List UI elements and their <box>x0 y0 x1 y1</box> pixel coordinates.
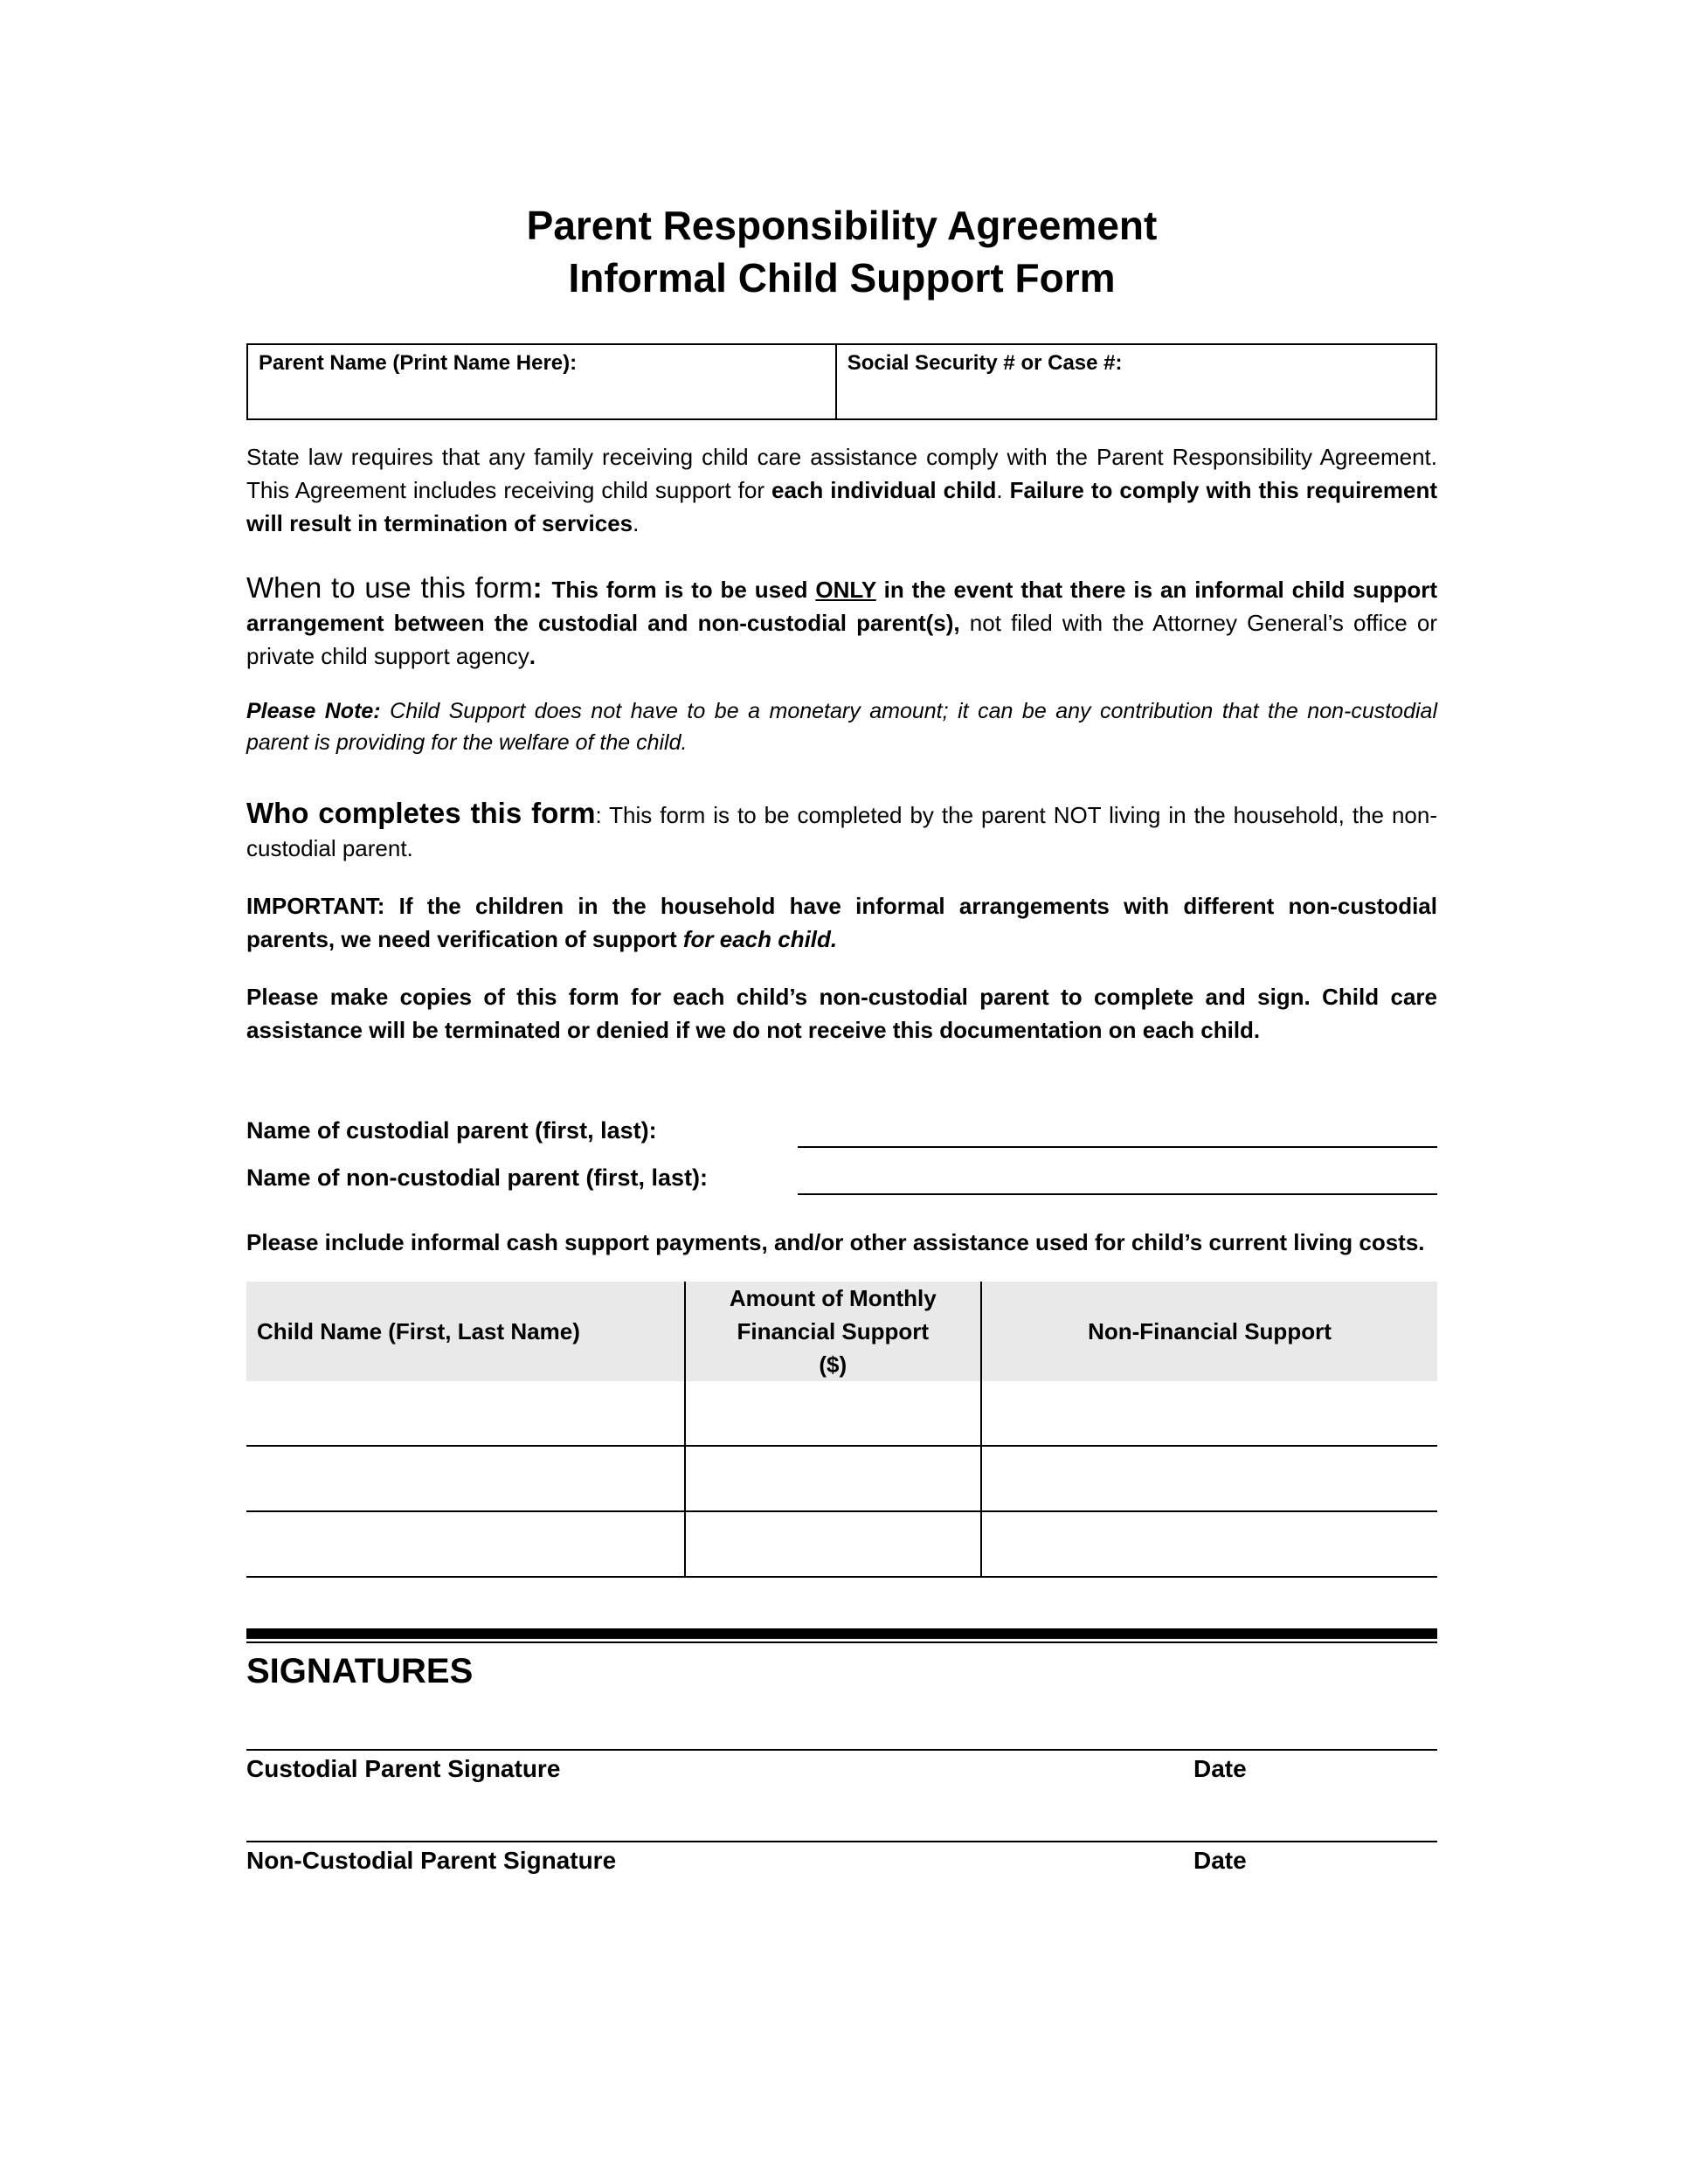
custodial-name-row <box>246 1113 1437 1148</box>
when-to-use-heading: When to use this form <box>246 571 533 604</box>
child-name-cell[interactable] <box>246 1381 685 1446</box>
custodial-signature-area[interactable] <box>246 1692 1437 1749</box>
intro-run-0: State law requires that any family receiving child care assistance comply with the Parent Responsibility Agreement. This Agreement includes receiving child support for <box>246 444 1437 503</box>
copies-paragraph: Please make copies of this form for each child’s non-custodial parent to complete and sign. Child care assistance will be terminated or denied if we do not receive this documentation on each child. <box>246 984 1437 1043</box>
document-title-line2: Informal Child Support Form <box>568 255 1116 301</box>
case-number-cell <box>836 344 1436 419</box>
important-run-1: for each child. <box>682 926 838 952</box>
parent-name-field[interactable] <box>259 377 825 411</box>
child-name-header: Child Name (First, Last Name) <box>246 1282 685 1381</box>
non-financial-header: Non-Financial Support <box>981 1282 1437 1381</box>
monthly-support-header-line2: Financial Support <box>737 1318 930 1344</box>
who-completes-paragraph <box>246 797 1437 865</box>
monthly-support-header-line3: ($) <box>819 1351 847 1378</box>
parent-info-row <box>247 344 1436 419</box>
intro-run-1: each individual child <box>771 477 997 503</box>
document-title-line1: Parent Responsibility Agreement <box>526 203 1158 248</box>
when-to-use-colon: : <box>532 571 552 604</box>
noncustodial-signature-label: Non-Custodial Parent Signature <box>246 1847 617 1874</box>
case-number-field[interactable] <box>847 377 1425 411</box>
custodial-name-field[interactable] <box>798 1116 1437 1148</box>
noncustodial-date-label: Date <box>1193 1847 1247 1874</box>
monthly-support-cell[interactable] <box>685 1511 981 1577</box>
intro-paragraph <box>246 440 1437 540</box>
child-name-cell[interactable] <box>246 1511 685 1577</box>
monthly-support-header-line1: Amount of Monthly <box>729 1285 937 1311</box>
when-to-use-run-6: . <box>529 643 536 669</box>
non-financial-cell[interactable] <box>981 1511 1437 1577</box>
signatures-heading: SIGNATURES <box>246 1652 474 1690</box>
when-to-use-run-2: This form is to be used <box>551 577 816 603</box>
include-note-paragraph: Please include informal cash support payments, and/or other assistance used for child’s current living costs. <box>246 1229 1425 1255</box>
monthly-support-cell[interactable] <box>685 1446 981 1511</box>
noncustodial-name-label: Name of non-custodial parent (first, last): <box>246 1165 709 1191</box>
parent-name-label: Parent Name (Print Name Here): <box>259 351 578 375</box>
who-completes-text: : This form is to be completed by the parent NOT living in the household, the non-custodial parent. <box>246 802 1437 861</box>
table-row <box>246 1381 1437 1446</box>
document-content <box>246 0 1437 1884</box>
table-row <box>246 1446 1437 1511</box>
parent-name-cell <box>247 344 836 419</box>
non-financial-cell[interactable] <box>981 1446 1437 1511</box>
please-note-text: Child Support does not have to be a monetary amount; it can be any contribution that the non-custodial parent is providing for the welfare of the child. <box>246 699 1438 755</box>
when-to-use-run-5: not filed with the Attorney General’s office or private child support agency <box>246 610 1437 669</box>
child-support-table <box>246 1282 1437 1578</box>
custodial-date-label: Date <box>1193 1755 1247 1782</box>
monthly-support-header <box>685 1282 981 1381</box>
child-name-cell[interactable] <box>246 1446 685 1511</box>
support-table-header-row <box>246 1282 1437 1381</box>
custodial-signature-row <box>246 1749 1437 1793</box>
parent-names-section <box>246 1113 1437 1195</box>
custodial-signature-label: Custodial Parent Signature <box>246 1755 561 1782</box>
noncustodial-signature-area[interactable] <box>246 1793 1437 1841</box>
who-completes-heading: Who completes this form <box>246 797 596 829</box>
signatures-divider-thick <box>246 1628 1437 1639</box>
when-to-use-paragraph <box>246 571 1437 673</box>
non-financial-cell[interactable] <box>981 1381 1437 1446</box>
parent-info-table <box>246 343 1437 420</box>
monthly-support-cell[interactable] <box>685 1381 981 1446</box>
signatures-divider-thin <box>246 1641 1437 1643</box>
important-paragraph <box>246 889 1437 956</box>
document-title <box>246 199 1437 304</box>
intro-run-4: . <box>633 510 640 536</box>
noncustodial-name-field[interactable] <box>798 1164 1437 1195</box>
please-note-paragraph <box>246 695 1437 758</box>
case-number-label: Social Security # or Case #: <box>847 351 1123 375</box>
when-to-use-only: ONLY <box>815 577 876 603</box>
table-row <box>246 1511 1437 1577</box>
noncustodial-signature-row <box>246 1841 1437 1884</box>
noncustodial-name-row <box>246 1160 1437 1195</box>
intro-run-3: Failure to comply with this requirement will result in termination of services <box>246 477 1437 536</box>
intro-run-2: . <box>996 477 1010 503</box>
please-note-label: Please Note: <box>246 699 381 723</box>
important-run-0: IMPORTANT: If the children in the household have informal arrangements with different non-custodial parents, we need verification of support <box>246 893 1437 952</box>
custodial-name-label: Name of custodial parent (first, last): <box>246 1117 657 1144</box>
when-to-use-run-4: in the event that there is an informal child support arrangement between the custodial and non-custodial parent(s), <box>246 577 1437 636</box>
